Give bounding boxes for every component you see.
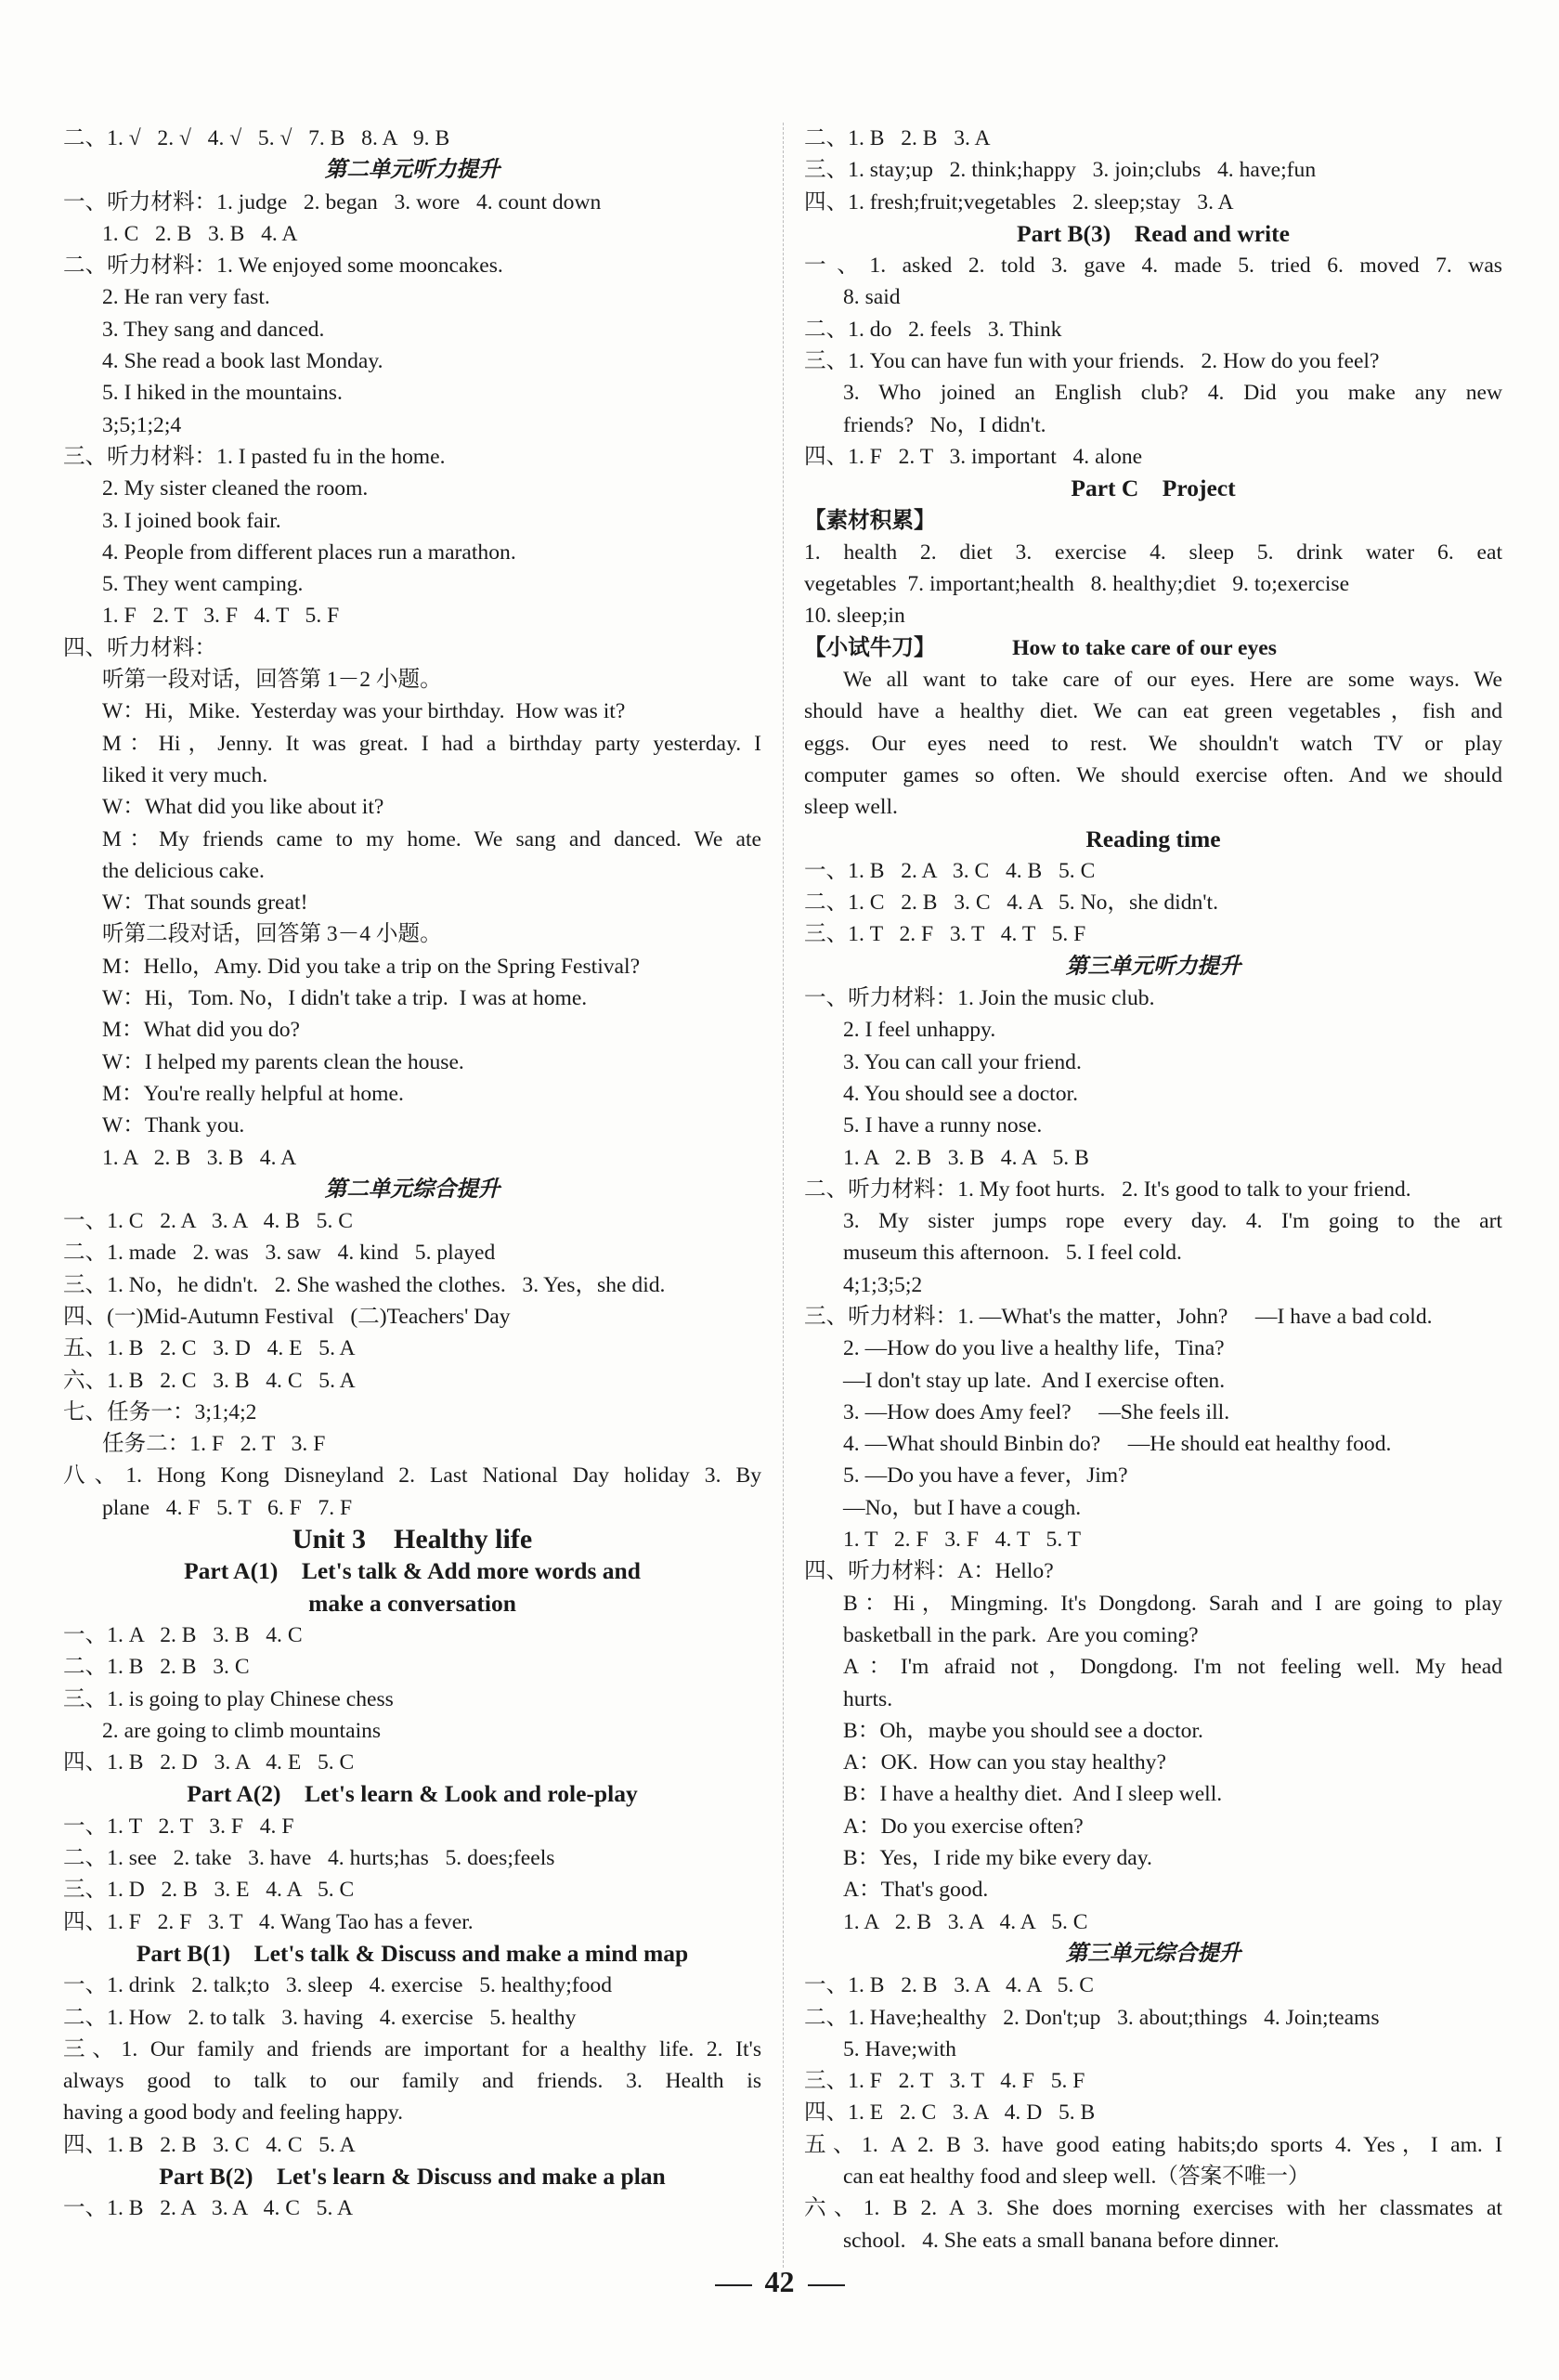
answer-line: B：Yes，I ride my bike every day.	[843, 1846, 1152, 1871]
answer-line: 5. I have a runny nose.	[843, 1113, 1043, 1138]
answer-line: always good to talk to our family and friends. 3. Health is	[63, 2069, 761, 2094]
answer-line: 六、1. B 2. A 3. She does morning exercises with her classmates at	[804, 2196, 1502, 2221]
answer-line: friends? No，I didn't.	[843, 412, 1046, 437]
answer-line: —I don't stay up late. And I exercise often.	[843, 1368, 1226, 1393]
answer-line: 1. T 2. F 3. F 4. T 5. T	[843, 1528, 1082, 1553]
answer-line: M：You're really helpful at home.	[102, 1081, 404, 1106]
answer-line: 2. are going to climb mountains	[102, 1718, 382, 1743]
page-number-dash-right	[808, 2284, 845, 2286]
right-column	[804, 123, 1502, 2256]
answer-line: 1. health 2. diet 3. exercise 4. sleep 5. drink water 6. eat	[804, 540, 1502, 565]
answer-line: 听第二段对话，回答第 3－4 小题。	[102, 922, 442, 947]
unit-part-heading: Part A(2) Let's learn & Look and role-play	[187, 1780, 638, 1808]
answer-line: sleep well.	[804, 795, 898, 820]
answer-line: liked it very much.	[102, 762, 268, 787]
column-divider	[783, 123, 784, 2268]
answer-line: school. 4. She eats a small banana before dinner.	[843, 2228, 1280, 2253]
answer-line: 一、听力材料：1. Join the music club.	[804, 986, 1155, 1011]
answer-line: 3. I joined book fair.	[102, 508, 281, 533]
answer-line: 五、1. A 2. B 3. have good eating habits;do sports 4. Yes，I am. I	[804, 2132, 1502, 2157]
answer-line: 5. They went camping.	[102, 572, 304, 597]
answer-line: 10. sleep;in	[804, 604, 905, 629]
answer-line: B：Hi，Mingming. It's Dongdong. Sarah and I are going to play	[843, 1591, 1502, 1616]
answer-line: 八、1. Hong Kong Disneyland 2. Last National Day holiday 3. By	[63, 1463, 761, 1489]
answer-line: M：What did you do?	[102, 1018, 300, 1043]
answer-line: having a good body and feeling happy.	[63, 2100, 404, 2126]
answer-line: A：OK. How can you stay healthy?	[843, 1750, 1166, 1775]
answer-line: hurts.	[843, 1686, 893, 1711]
answer-line: —No，but I have a cough.	[843, 1495, 1082, 1520]
page-number	[0, 2263, 1559, 2300]
answer-line: the delicious cake.	[102, 858, 265, 883]
answer-line: W：Thank you.	[102, 1113, 245, 1138]
answer-line: 三、1. T 2. F 3. T 4. T 5. F	[804, 922, 1086, 947]
answer-line: 一、1. B 2. A 3. A 4. C 5. A	[63, 2196, 354, 2221]
answer-line: B：Oh，maybe you should see a doctor.	[843, 1718, 1203, 1743]
answer-line: 8. said	[843, 285, 901, 310]
answer-line: 四、听力材料：A：Hello?	[804, 1559, 1054, 1584]
answer-line: 一、1. B 2. A 3. C 4. B 5. C	[804, 858, 1096, 883]
answer-line: 三、听力材料：1. —What's the matter，John? —I have a bad cold.	[804, 1304, 1433, 1329]
answer-line: 二、1. made 2. was 3. saw 4. kind 5. played	[63, 1241, 496, 1266]
answer-line: 四、1. fresh;fruit;vegetables 2. sleep;stay 3. A	[804, 189, 1234, 215]
answer-line: 三、1. Our family and friends are important for a healthy life. 2. It's	[63, 2036, 761, 2061]
answer-line: W：That sounds great!	[102, 891, 308, 916]
unit-part-heading: Reading time	[1085, 825, 1221, 852]
answer-line: museum this afternoon. 5. I feel cold.	[843, 1241, 1182, 1266]
answer-line: 5. I hiked in the mountains.	[102, 381, 343, 406]
page-number-text: 42	[764, 2265, 795, 2298]
answer-line: 听第一段对话，回答第 1－2 小题。	[102, 668, 442, 693]
unit-part-heading: Unit 3 Healthy life	[292, 1524, 533, 1555]
answer-line: 3. —How does Amy feel? —She feels ill.	[843, 1399, 1230, 1424]
answer-line: W：Hi，Tom. No，I didn't take a trip. I was at home.	[102, 986, 588, 1011]
answer-line: M：Hello，Amy. Did you take a trip on the Spring Festival?	[102, 954, 641, 979]
answer-line: M：My friends came to my home. We sang and danced. We ate	[102, 826, 761, 852]
answer-line: 三、1. No，he didn't. 2. She washed the clothes. 3. Yes，she did.	[63, 1272, 666, 1297]
answer-line: 三、1. You can have fun with your friends. 2. How do you feel?	[804, 349, 1380, 374]
answer-line: 2. —How do you live a healthy life，Tina?	[843, 1336, 1225, 1361]
answer-line: 1. A 2. B 3. B 4. A 5. B	[843, 1145, 1089, 1170]
unit-part-heading: make a conversation	[308, 1589, 516, 1617]
unit-part-heading: Part B(1) Let's talk & Discuss and make a mind map	[136, 1939, 689, 1967]
answer-line: 四、1. B 2. D 3. A 4. E 5. C	[63, 1750, 355, 1775]
answer-line: 二、1. do 2. feels 3. Think	[804, 317, 1062, 342]
answer-line: basketball in the park. Are you coming?	[843, 1622, 1199, 1647]
page-number-dash-left	[715, 2284, 752, 2286]
answer-line: 三、1. is going to play Chinese chess	[63, 1686, 394, 1711]
answer-line: 3. My sister jumps rope every day. 4. I'm going to the art	[843, 1209, 1502, 1234]
section-heading: 第三单元综合提升	[1065, 1941, 1241, 1966]
answer-line: 一、1. T 2. T 3. F 4. F	[63, 1814, 294, 1839]
answer-line: eggs. Our eyes need to rest. We shouldn't watch TV or play	[804, 731, 1502, 756]
answer-line: B：I have a healthy diet. And I sleep well.	[843, 1782, 1223, 1807]
answer-line: 2. My sister cleaned the room.	[102, 476, 369, 501]
answer-line: 2. I feel unhappy.	[843, 1018, 996, 1043]
answer-line: 4. She read a book last Monday.	[102, 349, 383, 374]
answer-line: 4. You should see a doctor.	[843, 1081, 1078, 1106]
answer-line: 二、听力材料：1. We enjoyed some mooncakes.	[63, 254, 503, 279]
answer-line: M：Hi，Jenny. It was great. I had a birthday party yesterday. I	[102, 731, 761, 756]
answer-line: 5. —Do you have a fever，Jim?	[843, 1463, 1128, 1489]
answer-line: 3. They sang and danced.	[102, 317, 325, 342]
answer-line: 二、1. B 2. B 3. C	[63, 1655, 250, 1680]
answer-line: W：I helped my parents clean the house.	[102, 1049, 464, 1074]
unit-part-heading: Part C Project	[1071, 475, 1236, 502]
section-heading: 第二单元综合提升	[324, 1177, 500, 1202]
answer-line: can eat healthy food and sleep well.（答案不唯一）	[843, 2165, 1310, 2189]
answer-line: 四、1. F 2. T 3. important 4. alone	[804, 444, 1143, 469]
answer-line: 1. A 2. B 3. A 4. A 5. C	[843, 1909, 1088, 1934]
answer-line: 四、1. B 2. B 3. C 4. C 5. A	[63, 2132, 356, 2157]
answer-line: 二、1. √ 2. √ 4. √ 5. √ 7. B 8. A 9. B	[63, 126, 450, 150]
section-heading: 第二单元听力提升	[324, 158, 500, 183]
answer-line: 二、1. How 2. to talk 3. having 4. exercise 5. healthy	[63, 2005, 577, 2030]
answer-line: A：I'm afraid not，Dongdong. I'm not feeling well. My head	[843, 1655, 1502, 1680]
answer-line: 三、听力材料：1. I pasted fu in the home.	[63, 444, 446, 469]
answer-line: computer games so often. We should exercise often. And we should	[804, 762, 1502, 787]
answer-line: 四、(一)Mid-Autumn Festival (二)Teachers' Day	[63, 1304, 511, 1329]
answer-line: 三、1. stay;up 2. think;happy 3. join;clubs 4. have;fun	[804, 158, 1317, 183]
answer-line: 1. A 2. B 3. B 4. A	[102, 1145, 297, 1170]
answer-line: 2. He ran very fast.	[102, 285, 270, 310]
answer-line: A：That's good.	[843, 1878, 989, 1903]
answer-line: 1. F 2. T 3. F 4. T 5. F	[102, 604, 340, 629]
answer-line: plane 4. F 5. T 6. F 7. F	[102, 1495, 353, 1520]
answer-line: should have a healthy diet. We can eat green vegetables，fish and	[804, 699, 1502, 724]
answer-line: 3. You can call your friend.	[843, 1049, 1082, 1074]
answer-line: 3. Who joined an English club? 4. Did you make any new	[843, 381, 1502, 406]
answer-line: W：Hi，Mike. Yesterday was your birthday. How was it?	[102, 699, 626, 724]
left-column	[63, 123, 761, 2225]
answer-line: 1. C 2. B 3. B 4. A	[102, 221, 298, 246]
answer-line: 四、1. E 2. C 3. A 4. D 5. B	[804, 2100, 1096, 2126]
answer-line: 一、听力材料：1. judge 2. began 3. wore 4. count down	[63, 189, 602, 215]
answer-line: vegetables 7. important;health 8. healthy;diet 9. to;exercise	[804, 572, 1350, 597]
answer-line: 二、1. see 2. take 3. have 4. hurts;has 5. does;feels	[63, 1846, 555, 1871]
answer-line: 4. People from different places run a marathon.	[102, 540, 516, 565]
section-heading: 第三单元听力提升	[1065, 954, 1241, 979]
answer-line: 二、听力材料：1. My foot hurts. 2. It's good to talk to your friend.	[804, 1177, 1411, 1202]
answer-line: 四、1. F 2. F 3. T 4. Wang Tao has a fever.	[63, 1909, 474, 1934]
label-heading: 【素材积累】	[804, 508, 936, 533]
answer-line: 一、1. drink 2. talk;to 3. sleep 4. exercise 5. healthy;food	[63, 1973, 613, 1998]
unit-part-heading: Part B(2) Let's learn & Discuss and make a plan	[159, 2163, 666, 2190]
answer-line: 4. —What should Binbin do? —He should eat healthy food.	[843, 1432, 1392, 1457]
answer-line: 4;1;3;5;2	[843, 1272, 923, 1297]
answer-line: 三、1. F 2. T 3. T 4. F 5. F	[804, 2069, 1085, 2094]
answer-line: W：What did you like about it?	[102, 795, 384, 820]
unit-part-heading: Part B(3) Read and write	[1017, 219, 1290, 247]
answer-line: 七、任务一：3;1;4;2	[63, 1399, 257, 1424]
answer-line: 二、1. C 2. B 3. C 4. A 5. No，she didn't.	[804, 891, 1219, 916]
answer-line: 任务二：1. F 2. T 3. F	[102, 1432, 326, 1457]
answer-line: 3;5;1;2;4	[102, 412, 182, 437]
answer-line: 一、1. A 2. B 3. B 4. C	[63, 1622, 303, 1647]
answer-line: 5. Have;with	[843, 2036, 956, 2061]
answer-line: 五、1. B 2. C 3. D 4. E 5. A	[63, 1336, 356, 1361]
answer-line: 三、1. D 2. B 3. E 4. A 5. C	[63, 1878, 355, 1903]
answer-line: 六、1. B 2. C 3. B 4. C 5. A	[63, 1368, 356, 1393]
answer-line: 一、1. asked 2. told 3. gave 4. made 5. tried 6. moved 7. was	[804, 254, 1502, 279]
answer-line: A：Do you exercise often?	[843, 1814, 1084, 1839]
label-heading: 【小试牛刀】 How to take care of our eyes	[804, 635, 1277, 660]
answer-line: 二、1. Have;healthy 2. Don't;up 3. about;things 4. Join;teams	[804, 2005, 1380, 2030]
answer-line: We all want to take care of our eyes. Here are some ways. We	[843, 668, 1502, 693]
unit-part-heading: Part A(1) Let's talk & Add more words and	[184, 1557, 641, 1585]
answer-line: 一、1. C 2. A 3. A 4. B 5. C	[63, 1209, 354, 1234]
answer-line: 四、听力材料：	[63, 635, 217, 660]
answer-line: 一、1. B 2. B 3. A 4. A 5. C	[804, 1973, 1095, 1998]
answer-line: 二、1. B 2. B 3. A	[804, 126, 991, 150]
